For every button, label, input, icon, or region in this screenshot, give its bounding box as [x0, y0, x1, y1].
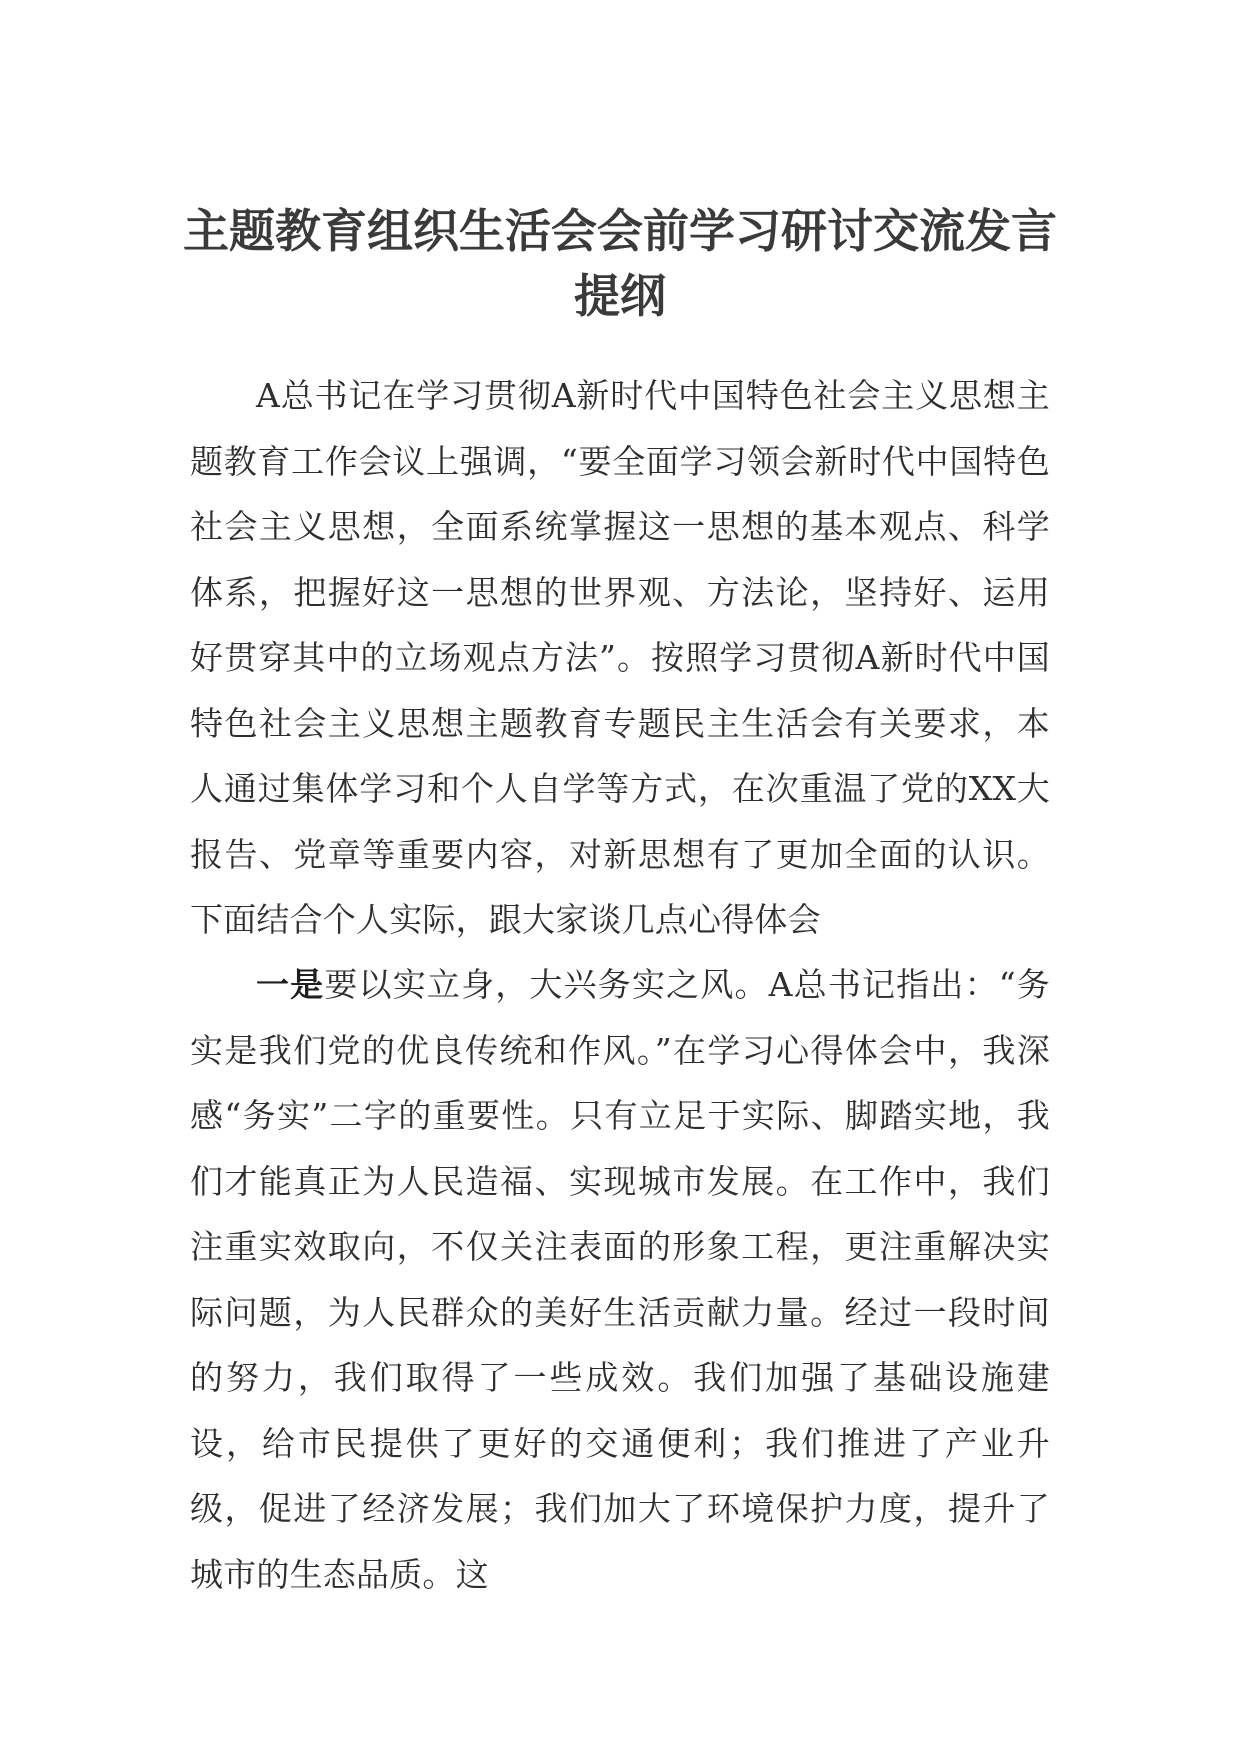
intro-paragraph — [190, 363, 1050, 953]
point-one-paragraph — [190, 952, 1050, 1607]
point-one-text: 要以实立身，大兴务实之风。A总书记指出：“务实是我们党的优良传统和作风。”在学习心得体会中，我深感“务实”二字的重要性。只有立足于实际、脚踏实地，我们才能真正为人民造福、实现城市发展。在工作中，我们注重实效取向，不仅关注表面的形象工程，更注重解决实际问题，为人民群众的美好生活贡献力量。经过一段时间的努力，我们取得了一些成效。我们加强了基础设施建设，给市民提供了更好的交通便利；我们推进了产业升级，促进了经济发展；我们加大了环境保护力度，提升了城市的生态品质。这 — [190, 965, 1050, 1594]
point-one-lead: 一是 — [256, 965, 325, 1004]
intro-paragraph-text: A总书记在学习贯彻A新时代中国特色社会主义思想主题教育工作会议上强调，“要全面学习领会新时代中国特色社会主义思想，全面系统掌握这一思想的基本观点、科学体系，把握好这一思想的世界观、方法论，坚持好、运用好贯穿其中的立场观点方法”。按照学习贯彻A新时代中国特色社会主义思想主题教育专题民主生活会有关要求，本人通过集体学习和个人自学等方式，在次重温了党的XX大报告、党章等重要内容，对新思想有了更加全面的认识。下面结合个人实际，跟大家谈几点心得体会 — [190, 376, 1050, 939]
document-title-line-1: 主题教育组织生活会会前学习研讨交流发言 — [183, 204, 1057, 258]
document-title-line-2: 提纲 — [574, 269, 666, 323]
